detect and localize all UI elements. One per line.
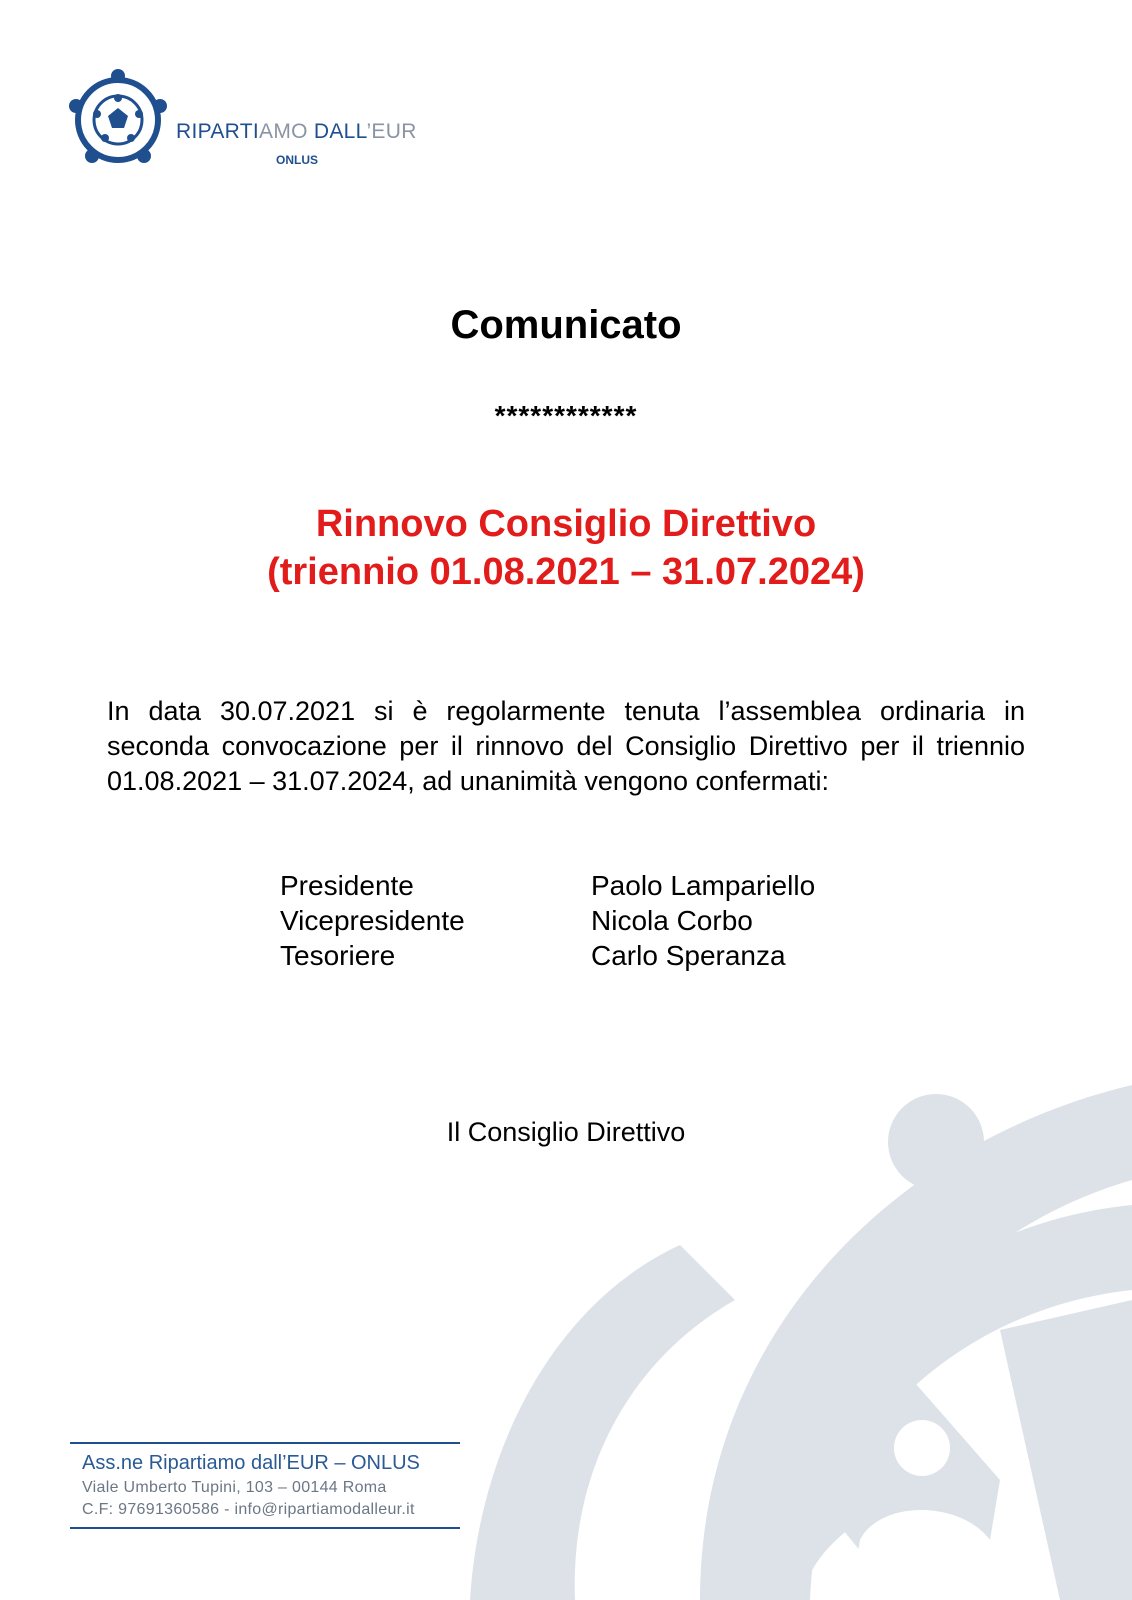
board-member-row xyxy=(280,868,900,903)
board-members-list xyxy=(280,868,900,973)
organization-name-part: DALL xyxy=(313,120,367,143)
board-member-row xyxy=(280,938,900,973)
organization-name-part: AMO xyxy=(259,120,314,143)
organization-name xyxy=(176,120,417,144)
footer-address: Viale Umberto Tupini, 103 – 00144 Roma xyxy=(82,1479,387,1496)
footer xyxy=(70,1442,460,1529)
board-role: Vicepresidente xyxy=(280,905,465,936)
announcement-heading-line2: (triennio 01.08.2021 – 31.07.2024) xyxy=(267,551,865,593)
announcement-heading xyxy=(0,500,1132,596)
document-title: Comunicato xyxy=(450,303,682,347)
signature: Il Consiglio Direttivo xyxy=(446,1117,686,1147)
board-member-name: Carlo Speranza xyxy=(591,940,786,971)
announcement-heading-line1: Rinnovo Consiglio Direttivo xyxy=(315,503,817,545)
organization-subtitle: ONLUS xyxy=(276,153,318,167)
board-role: Tesoriere xyxy=(280,940,396,971)
body-paragraph: In data 30.07.2021 si è regolarmente tenuta l’assemblea ordinaria in seconda convocazione per il rinnovo del Consiglio Direttivo per il triennio 01.08.2021 – 31.07.2024, ad unanimità vengono confermati: xyxy=(107,696,1025,796)
footer-bottom-divider xyxy=(70,1527,460,1529)
organization-logo xyxy=(68,68,448,178)
footer-organization: Ass.ne Ripartiamo dall’EUR – ONLUS xyxy=(82,1452,420,1474)
footer-top-divider xyxy=(70,1442,460,1444)
organization-name-part: RIPARTI xyxy=(176,120,260,143)
board-member-name: Paolo Lampariello xyxy=(591,870,816,901)
title-separator: ************ xyxy=(494,400,638,431)
board-role: Presidente xyxy=(280,870,414,901)
organization-name-part: ’EUR xyxy=(366,120,417,143)
organization-logo-icon xyxy=(68,68,172,172)
footer-contact: C.F: 97691360586 - info@ripartiamodalleur.it xyxy=(82,1501,415,1518)
board-member-name: Nicola Corbo xyxy=(591,905,753,936)
board-member-row xyxy=(280,903,900,938)
